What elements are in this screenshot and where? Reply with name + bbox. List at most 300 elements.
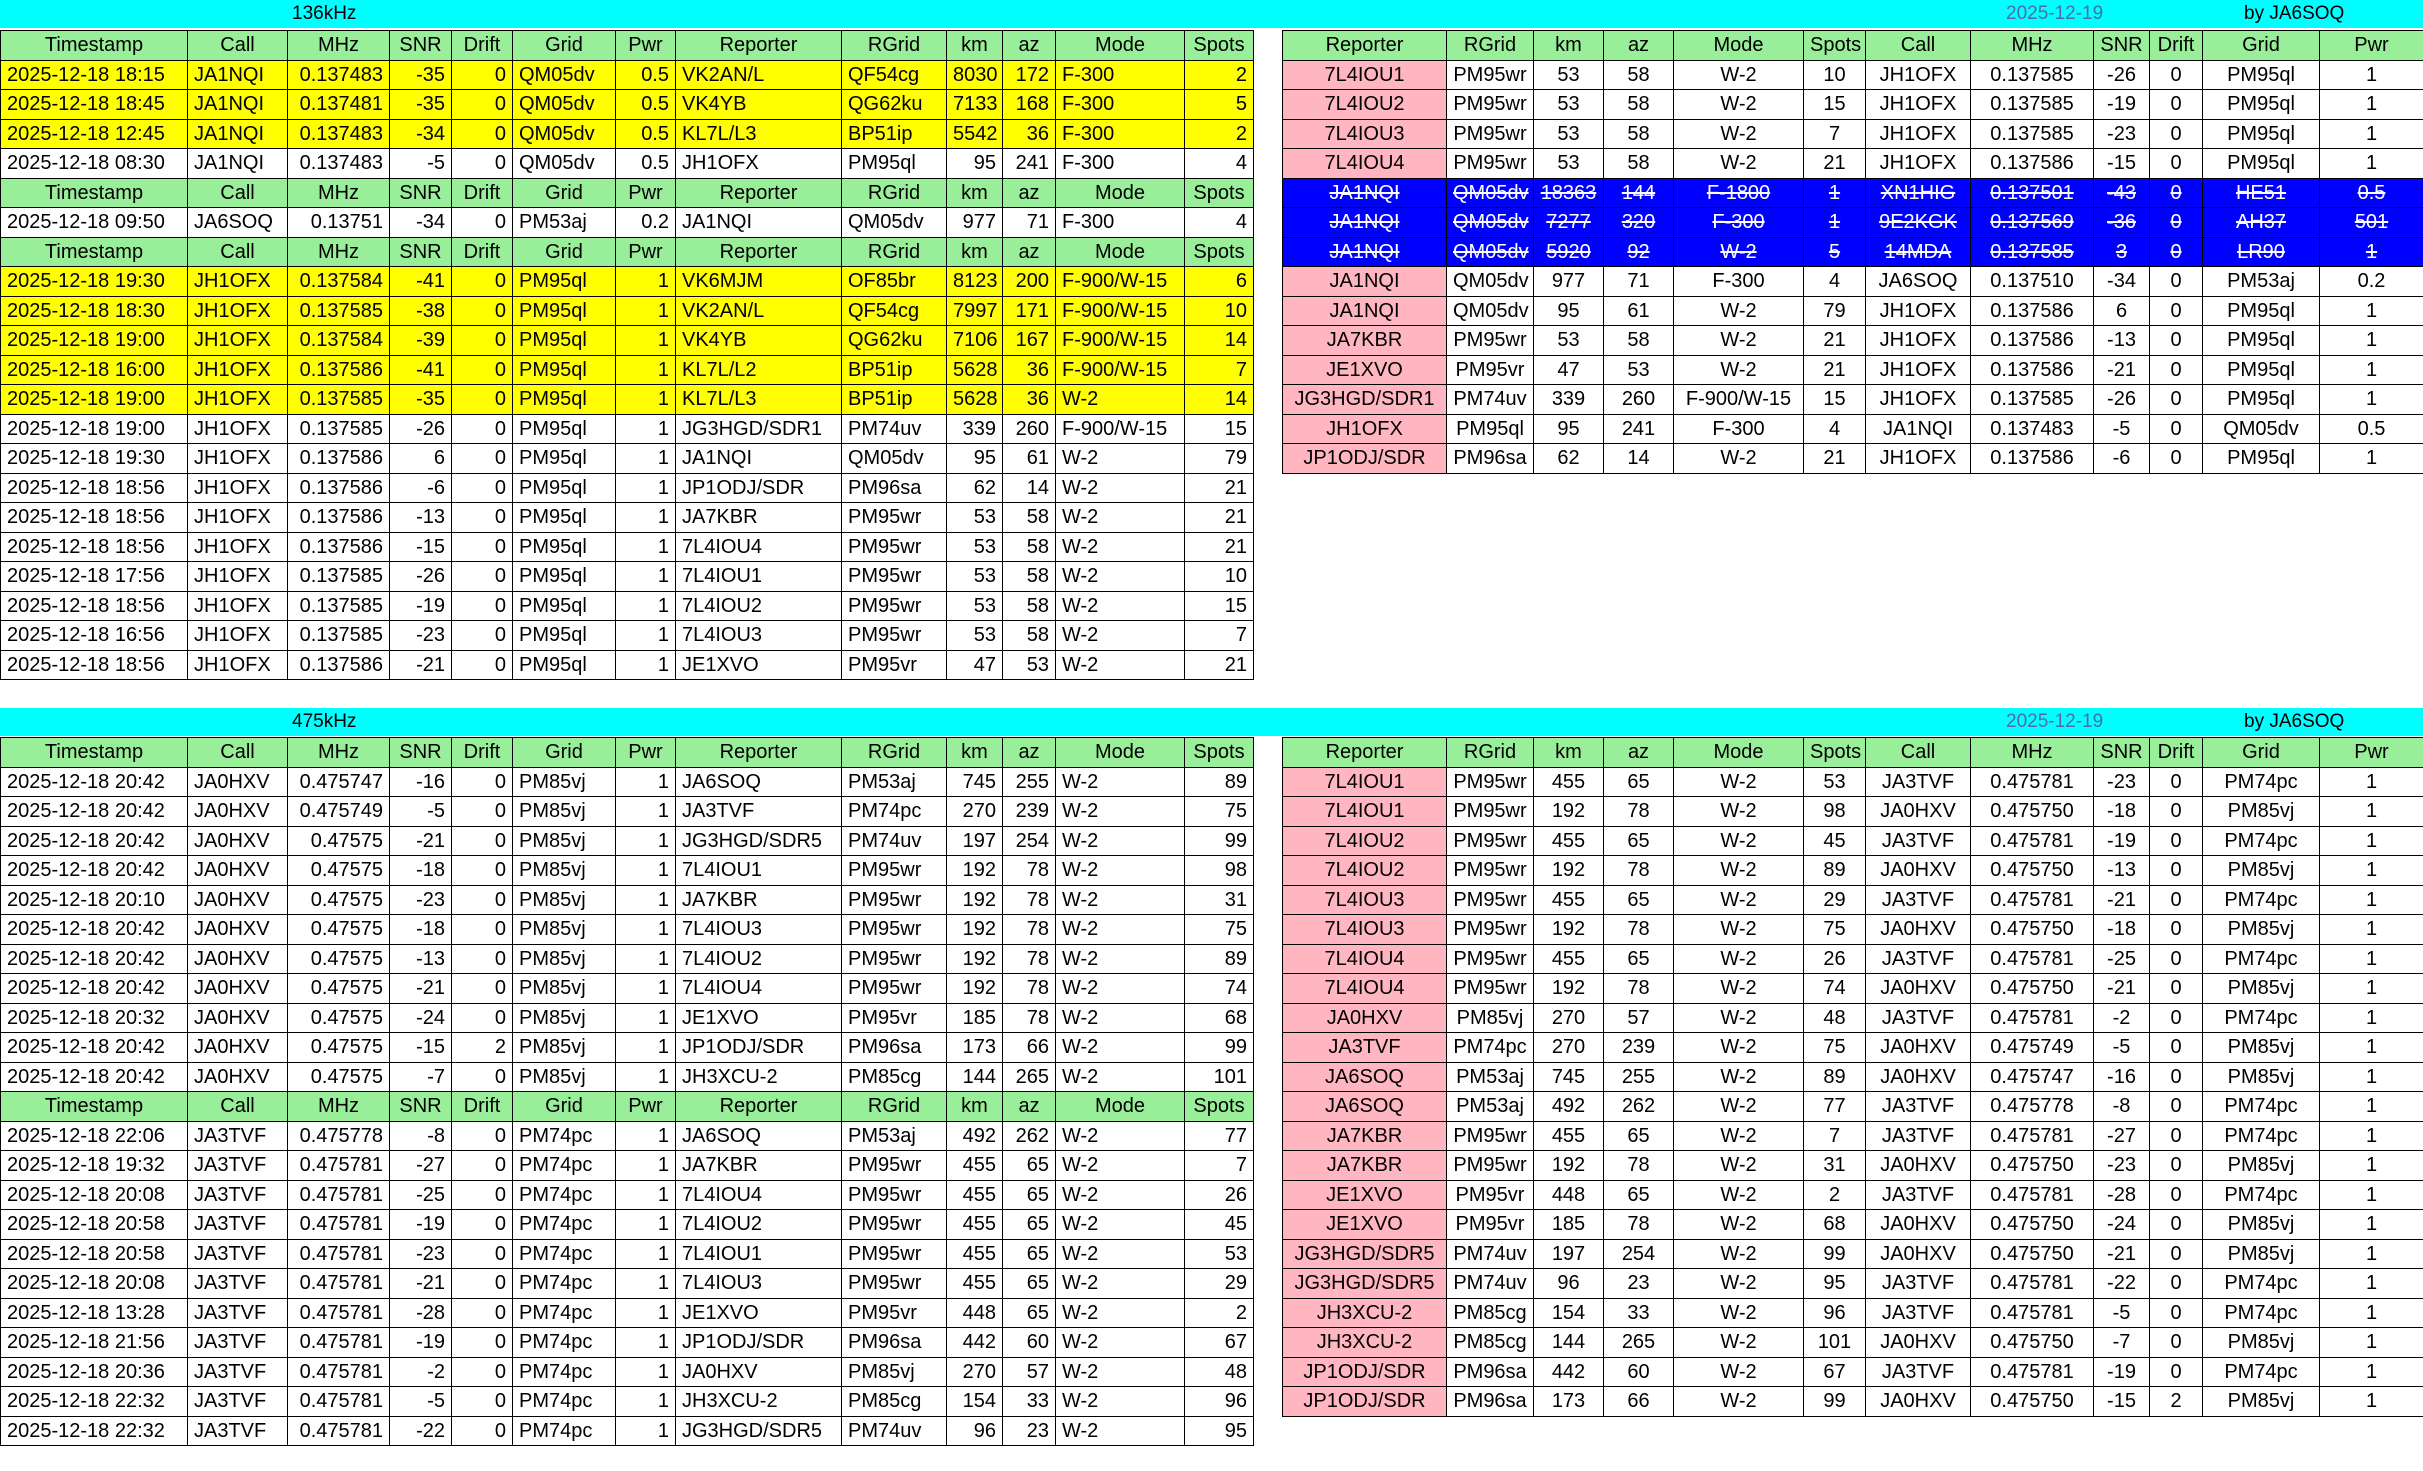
cell: 455 <box>1534 885 1604 915</box>
cell: JA3TVF <box>188 1416 288 1446</box>
cell: 0.137585 <box>288 591 390 621</box>
cell: 2 <box>1185 119 1254 149</box>
column-header: Spots <box>1185 237 1254 267</box>
cell: W-2 <box>1056 885 1185 915</box>
cell: PM74pc <box>2203 1121 2320 1151</box>
cell: F-900/W-15 <box>1056 267 1185 297</box>
cell: 58 <box>1604 149 1674 179</box>
cell: PM95ql <box>513 355 616 385</box>
cell: 65 <box>1003 1210 1056 1240</box>
cell: W-2 <box>1056 1003 1185 1033</box>
cell: 0 <box>452 1062 513 1092</box>
cell: PM95wr <box>842 856 947 886</box>
cell: 0 <box>452 767 513 797</box>
cell: 33 <box>1003 1387 1056 1417</box>
column-header: RGrid <box>842 31 947 61</box>
cell: 2025-12-18 18:45 <box>1 90 188 120</box>
cell: 2025-12-18 19:00 <box>1 326 188 356</box>
column-header: Drift <box>2150 738 2203 768</box>
cell: JE1XVO <box>1283 1180 1447 1210</box>
cell: -21 <box>390 1269 452 1299</box>
cell: JG3HGD/SDR5 <box>676 1416 842 1446</box>
cell: 10 <box>1185 562 1254 592</box>
cell: 239 <box>1604 1033 1674 1063</box>
cell: 0.475778 <box>288 1121 390 1151</box>
cell: PM85vj <box>2203 1328 2320 1358</box>
cell: 1 <box>616 856 676 886</box>
report-date: 2025-12-19 <box>2006 3 2104 24</box>
cell: -22 <box>2094 1269 2150 1299</box>
cell: 0 <box>2150 1239 2203 1269</box>
column-header: az <box>1003 31 1056 61</box>
cell: 1 <box>2320 1239 2423 1269</box>
cell: 2025-12-18 21:56 <box>1 1328 188 1358</box>
cell: JA0HXV <box>1866 974 1971 1004</box>
cell: 185 <box>1534 1210 1604 1240</box>
cell: 0.47575 <box>288 826 390 856</box>
column-header: Spots <box>1185 31 1254 61</box>
cell: 7L4IOU1 <box>1283 60 1447 90</box>
spot-row <box>1 532 1254 562</box>
cell: 95 <box>1185 1416 1254 1446</box>
cell: 1 <box>2320 944 2423 974</box>
column-header: km <box>1534 738 1604 768</box>
cell: 2025-12-18 19:30 <box>1 444 188 474</box>
spot-row <box>1283 1180 2423 1210</box>
cell: W-2 <box>1056 1357 1185 1387</box>
column-header: km <box>947 1092 1003 1122</box>
cell: W-2 <box>1056 1416 1185 1446</box>
cell: -39 <box>390 326 452 356</box>
spot-row <box>1 974 1254 1004</box>
cell: 1 <box>616 944 676 974</box>
cell: 75 <box>1185 915 1254 945</box>
cell: -21 <box>2094 355 2150 385</box>
cell: 0.137483 <box>288 60 390 90</box>
cell: 0 <box>452 944 513 974</box>
cell: 0 <box>452 797 513 827</box>
cell: 0 <box>2150 1210 2203 1240</box>
cell: W-2 <box>1056 1121 1185 1151</box>
cell: W-2 <box>1056 444 1185 474</box>
cell: 1 <box>2320 826 2423 856</box>
cell: 99 <box>1804 1239 1866 1269</box>
cell: 144 <box>947 1062 1003 1092</box>
cell: -19 <box>2094 826 2150 856</box>
cell: W-2 <box>1674 119 1804 149</box>
cell: 0 <box>452 591 513 621</box>
column-header: km <box>947 31 1003 61</box>
cell: 2025-12-18 19:00 <box>1 385 188 415</box>
cell: 0 <box>2150 767 2203 797</box>
cell: 192 <box>1534 974 1604 1004</box>
cell: 95 <box>1804 1269 1866 1299</box>
cell: JH1OFX <box>188 385 288 415</box>
cell: 265 <box>1003 1062 1056 1092</box>
cell: PM74uv <box>842 826 947 856</box>
cell: F-300 <box>1056 90 1185 120</box>
cell: PM85vj <box>513 974 616 1004</box>
cell: W-2 <box>1674 1180 1804 1210</box>
cell: -13 <box>2094 326 2150 356</box>
cell: W-2 <box>1674 797 1804 827</box>
cell: -25 <box>390 1180 452 1210</box>
cell: 1 <box>2320 90 2423 120</box>
cell: 1 <box>2320 326 2423 356</box>
column-header: km <box>1534 31 1604 61</box>
cell: PM95vr <box>1447 1180 1534 1210</box>
cell: PM95wr <box>842 1210 947 1240</box>
column-header: Timestamp <box>1 31 188 61</box>
cell: 1 <box>616 326 676 356</box>
cell: 23 <box>1003 1416 1056 1446</box>
cell: PM95wr <box>842 1151 947 1181</box>
cell: PM74uv <box>1447 1269 1534 1299</box>
cell: 455 <box>947 1269 1003 1299</box>
cell: JA3TVF <box>676 797 842 827</box>
cell: W-2 <box>1674 1151 1804 1181</box>
cell: 320 <box>1604 208 1674 238</box>
spot-row <box>1 944 1254 974</box>
cell: -16 <box>2094 1062 2150 1092</box>
column-header: Reporter <box>676 237 842 267</box>
cell: 0 <box>452 326 513 356</box>
cell: 101 <box>1804 1328 1866 1358</box>
column-header: km <box>947 178 1003 208</box>
cell: 2025-12-18 20:08 <box>1 1269 188 1299</box>
column-header: RGrid <box>842 237 947 267</box>
cell: 36 <box>1003 119 1056 149</box>
cell: 0.137483 <box>288 149 390 179</box>
spot-row <box>1 915 1254 945</box>
cell: PM95wr <box>1447 149 1534 179</box>
cell: -19 <box>2094 90 2150 120</box>
cell: 0 <box>452 208 513 238</box>
spot-row <box>1283 1387 2423 1417</box>
cell: JH1OFX <box>188 591 288 621</box>
cell: JH1OFX <box>1866 60 1971 90</box>
column-header: Mode <box>1056 31 1185 61</box>
cell: F-900/W-15 <box>1056 296 1185 326</box>
cell: 0.2 <box>616 208 676 238</box>
cell: 0 <box>452 856 513 886</box>
cell: 29 <box>1804 885 1866 915</box>
column-header: SNR <box>390 738 452 768</box>
cell: 1 <box>2320 856 2423 886</box>
cell: BP51ip <box>842 385 947 415</box>
cell: JA1NQI <box>1283 178 1447 208</box>
cell: 265 <box>1604 1328 1674 1358</box>
cell: 0 <box>2150 90 2203 120</box>
cell: PM85vj <box>513 885 616 915</box>
column-header: Reporter <box>676 178 842 208</box>
cell: W-2 <box>1056 503 1185 533</box>
cell: 1 <box>616 1062 676 1092</box>
cell: JA1NQI <box>188 90 288 120</box>
cell: W-2 <box>1056 385 1185 415</box>
cell: 0.137586 <box>1971 444 2094 474</box>
cell: 192 <box>1534 856 1604 886</box>
column-header: Pwr <box>616 237 676 267</box>
cell: 0.475750 <box>1971 1239 2094 1269</box>
cell: PM95ql <box>2203 385 2320 415</box>
cell: F-900/W-15 <box>1056 355 1185 385</box>
cell: 1 <box>2320 1003 2423 1033</box>
column-header: Reporter <box>676 738 842 768</box>
cell: PM95wr <box>842 1239 947 1269</box>
spot-row <box>1283 149 2423 179</box>
cell: JA3TVF <box>188 1180 288 1210</box>
cell: 0.475781 <box>1971 1269 2094 1299</box>
cell: -36 <box>2094 208 2150 238</box>
cell: 0.475750 <box>1971 915 2094 945</box>
cell: JP1ODJ/SDR <box>676 1328 842 1358</box>
column-header: SNR <box>390 31 452 61</box>
spot-row <box>1 1121 1254 1151</box>
cell: JA3TVF <box>1866 1003 1971 1033</box>
spot-row <box>1283 119 2423 149</box>
cell: 1 <box>616 621 676 651</box>
cell: PM74uv <box>1447 1239 1534 1269</box>
cell: W-2 <box>1056 1328 1185 1358</box>
cell: PM74pc <box>513 1357 616 1387</box>
cell: JA0HXV <box>1283 1003 1447 1033</box>
cell: PM95vr <box>1447 1210 1534 1240</box>
spot-row <box>1283 1269 2423 1299</box>
cell: -41 <box>390 355 452 385</box>
cell: 0.137586 <box>288 503 390 533</box>
cell: W-2 <box>1056 1062 1185 1092</box>
cell: 7L4IOU1 <box>676 1239 842 1269</box>
cell: 0.475781 <box>1971 1121 2094 1151</box>
cell: 1 <box>2320 1387 2423 1417</box>
cell: 455 <box>1534 767 1604 797</box>
cell: 270 <box>947 1357 1003 1387</box>
cell: PM96sa <box>1447 1357 1534 1387</box>
cell: 65 <box>1003 1151 1056 1181</box>
cell: PM96sa <box>1447 1387 1534 1417</box>
cell: 78 <box>1604 1151 1674 1181</box>
highlighted-spot-row <box>1 119 1254 149</box>
cell: PM95vr <box>1447 355 1534 385</box>
column-header: Call <box>1866 31 1971 61</box>
cell: JE1XVO <box>1283 1210 1447 1240</box>
cell: PM95wr <box>1447 856 1534 886</box>
cell: 2025-12-18 19:00 <box>1 414 188 444</box>
cell: 21 <box>1804 355 1866 385</box>
cell: 21 <box>1185 473 1254 503</box>
cell: 53 <box>1003 650 1056 680</box>
cell: 2025-12-18 20:08 <box>1 1180 188 1210</box>
cell: W-2 <box>1674 1092 1804 1122</box>
cell: W-2 <box>1056 591 1185 621</box>
column-header: Mode <box>1674 738 1804 768</box>
cell: 144 <box>1534 1328 1604 1358</box>
cell: 0.137586 <box>288 444 390 474</box>
cell: -5 <box>2094 1298 2150 1328</box>
cell: 60 <box>1604 1357 1674 1387</box>
cell: 58 <box>1003 532 1056 562</box>
cell: 53 <box>947 591 1003 621</box>
cell: -19 <box>390 591 452 621</box>
cell: W-2 <box>1674 149 1804 179</box>
cell: 65 <box>1003 1239 1056 1269</box>
cell: W-2 <box>1056 1180 1185 1210</box>
cell: -35 <box>390 90 452 120</box>
cell: 6 <box>390 444 452 474</box>
cell: 2025-12-18 20:42 <box>1 944 188 974</box>
cell: 154 <box>1534 1298 1604 1328</box>
cell: 36 <box>1003 355 1056 385</box>
table-header-row <box>1283 738 2423 768</box>
cell: 1 <box>616 1416 676 1446</box>
cell: 270 <box>947 797 1003 827</box>
cell: 1 <box>616 1003 676 1033</box>
cell: PM74pc <box>513 1328 616 1358</box>
cell: 9E2KGK <box>1866 208 1971 238</box>
cell: 89 <box>1804 856 1866 886</box>
cell: PM53aj <box>1447 1092 1534 1122</box>
cell: 79 <box>1804 296 1866 326</box>
cell: 95 <box>1534 414 1604 444</box>
cell: 0.137585 <box>288 385 390 415</box>
cell: PM74pc <box>2203 944 2320 974</box>
cell: JA1NQI <box>1283 296 1447 326</box>
cell: HE51 <box>2203 178 2320 208</box>
cell: 262 <box>1604 1092 1674 1122</box>
cell: 1 <box>616 1357 676 1387</box>
cell: 1 <box>2320 60 2423 90</box>
cell: JA1NQI <box>1866 414 1971 444</box>
cell: 1 <box>616 414 676 444</box>
spot-row <box>1 1003 1254 1033</box>
cell: 4 <box>1804 414 1866 444</box>
cell: 0 <box>2150 444 2203 474</box>
cell: 5628 <box>947 385 1003 415</box>
cell: W-2 <box>1674 1003 1804 1033</box>
cell: KL7L/L3 <box>676 385 842 415</box>
cell: 2025-12-18 18:56 <box>1 503 188 533</box>
cell: PM95ql <box>2203 444 2320 474</box>
cell: 95 <box>947 149 1003 179</box>
cell: 10 <box>1804 60 1866 90</box>
cell: 66 <box>1003 1033 1056 1063</box>
cell: 2025-12-18 20:42 <box>1 974 188 1004</box>
spot-row <box>1283 60 2423 90</box>
cell: 0.137585 <box>288 621 390 651</box>
cell: 0.137586 <box>288 355 390 385</box>
cell: W-2 <box>1674 1210 1804 1240</box>
spot-row <box>1 444 1254 474</box>
spot-row <box>1283 1328 2423 1358</box>
cell: 26 <box>1804 944 1866 974</box>
cell: W-2 <box>1674 1239 1804 1269</box>
cell: 2 <box>1185 1298 1254 1328</box>
cell: 0.137585 <box>1971 237 2094 267</box>
cell: PM74pc <box>513 1387 616 1417</box>
cell: -23 <box>390 621 452 651</box>
cell: W-2 <box>1674 237 1804 267</box>
column-header: Pwr <box>2320 31 2423 61</box>
cell: 0 <box>2150 1328 2203 1358</box>
cell: PM95wr <box>1447 326 1534 356</box>
cell: F-300 <box>1674 208 1804 238</box>
column-header: Mode <box>1056 178 1185 208</box>
cell: JA3TVF <box>188 1357 288 1387</box>
cell: 0 <box>452 473 513 503</box>
column-header: RGrid <box>1447 31 1534 61</box>
cell: PM85vj <box>513 856 616 886</box>
cell: 1 <box>2320 1298 2423 1328</box>
cell: PM53aj <box>2203 267 2320 297</box>
cell: 0 <box>2150 267 2203 297</box>
cell: PM95ql <box>513 562 616 592</box>
cell: PM95ql <box>513 385 616 415</box>
cell: PM95vr <box>842 1003 947 1033</box>
cell: 53 <box>947 621 1003 651</box>
cell: 154 <box>947 1387 1003 1417</box>
cell: 0.475781 <box>288 1387 390 1417</box>
column-header: Call <box>188 738 288 768</box>
cell: -23 <box>2094 119 2150 149</box>
cell: 1 <box>2320 1062 2423 1092</box>
cell: 53 <box>1185 1239 1254 1269</box>
cell: 0.475781 <box>288 1210 390 1240</box>
cell: 0.475781 <box>288 1416 390 1446</box>
highlighted-spot-row <box>1 296 1254 326</box>
cell: -5 <box>390 149 452 179</box>
cell: 78 <box>1003 944 1056 974</box>
cell: 0.475750 <box>1971 974 2094 1004</box>
cell: -23 <box>2094 1151 2150 1181</box>
cell: -2 <box>390 1357 452 1387</box>
report-author: by JA6SOQ <box>2244 3 2345 24</box>
cell: F-300 <box>1674 414 1804 444</box>
cell: 173 <box>1534 1387 1604 1417</box>
cell: 5920 <box>1534 237 1604 267</box>
cell: 47 <box>1534 355 1604 385</box>
cell: JE1XVO <box>676 1003 842 1033</box>
cell: 2025-12-18 08:30 <box>1 149 188 179</box>
cell: 4 <box>1804 267 1866 297</box>
cell: JA3TVF <box>1866 1092 1971 1122</box>
cell: 1 <box>2320 1033 2423 1063</box>
cell: 0 <box>452 1269 513 1299</box>
spot-row <box>1 562 1254 592</box>
cell: JH3XCU-2 <box>1283 1298 1447 1328</box>
cell: F-900/W-15 <box>1056 414 1185 444</box>
cell: 0.475781 <box>1971 1357 2094 1387</box>
cell: PM85vj <box>513 767 616 797</box>
cell: 2025-12-18 20:42 <box>1 856 188 886</box>
column-header: Call <box>188 31 288 61</box>
cell: 75 <box>1804 1033 1866 1063</box>
cell: 2025-12-18 20:42 <box>1 1062 188 1092</box>
cell: W-2 <box>1056 856 1185 886</box>
spot-row <box>1 1033 1254 1063</box>
cell: PM74uv <box>842 414 947 444</box>
cell: 270 <box>1534 1033 1604 1063</box>
cell: 36 <box>1003 385 1056 415</box>
cell: PM53aj <box>842 1121 947 1151</box>
cell: W-2 <box>1674 444 1804 474</box>
spot-row <box>1283 797 2423 827</box>
cell: JP1ODJ/SDR <box>1283 444 1447 474</box>
column-header: Mode <box>1056 237 1185 267</box>
cell: 7277 <box>1534 208 1604 238</box>
highlighted-spot-row <box>1 385 1254 415</box>
cell: 2025-12-18 13:28 <box>1 1298 188 1328</box>
